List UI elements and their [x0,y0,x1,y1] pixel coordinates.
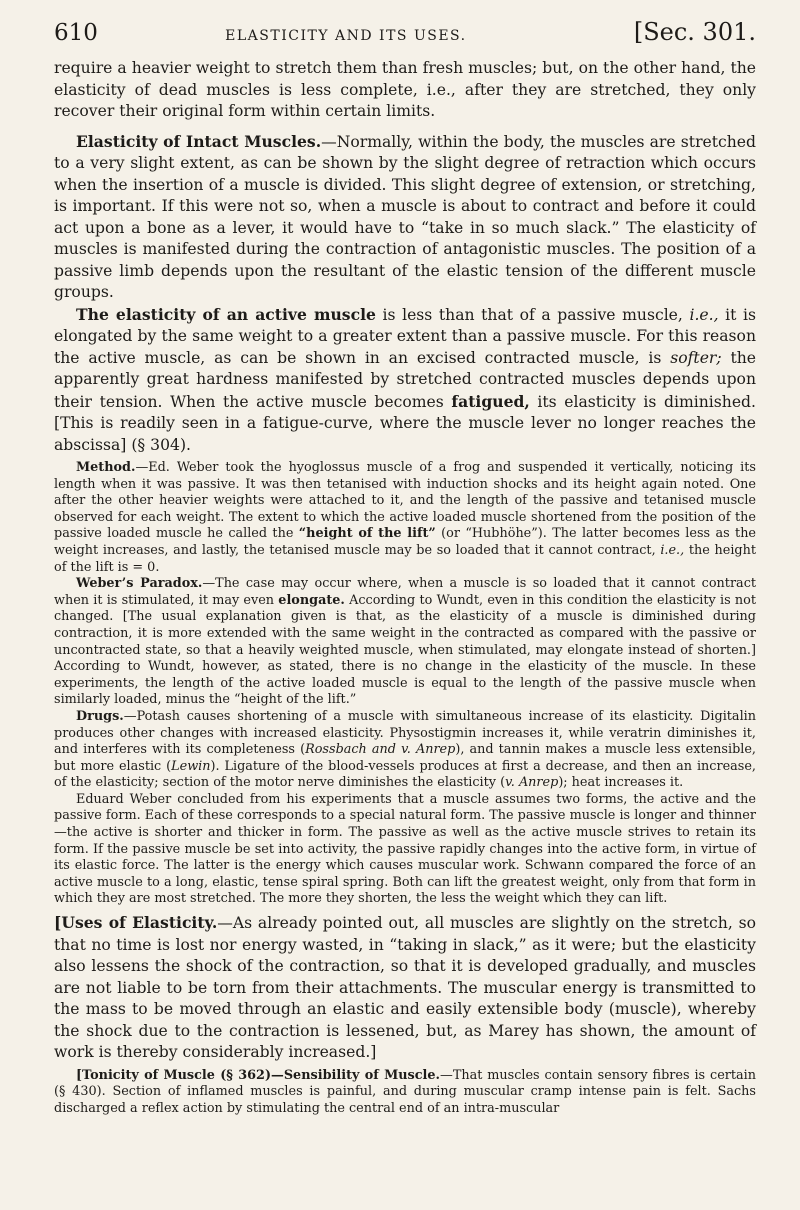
intact-muscles-paragraph [54,131,756,304]
active-lead: The elasticity of an active muscle [76,304,376,324]
paradox-paragraph [54,576,756,709]
tonicity-heading: [Tonicity of Muscle (§ 362)—Sensibility of Muscle. [76,1067,441,1083]
page-number: 610 [54,20,98,46]
active-muscle-paragraph [54,304,756,457]
method-text-2: (or “Hubhöhe”). The latter becomes less as the weight increases, and lastly, the tetanised muscle may be so loaded that it cannot contract, [54,526,757,558]
method-text-1: —Ed. Weber took the hyoglossus muscle of a frog and suspended it vertically, noticing its length when it was passive. It was then tetanised with induction shocks and its height again noted. One after the other heavier weights were attached to it, and the length of the passive and tetanised muscle observed for each weight. The extent to which the active loaded muscle shortened from the position of the passive loaded muscle he called the [54,460,756,542]
section-marker: [Sec. 301. [633,18,756,46]
drugs-paragraph [54,709,756,792]
paradox-text-1: —The case may occur where, when a muscle is so loaded that it cannot contract when it is stimulated, it may even [54,576,756,608]
running-title: ELASTICITY AND ITS USES. [225,28,467,44]
drugs-text-4: ); heat increases it. [558,775,684,791]
active-text-2: it is elongated by the same weight to a greater extent than a passive muscle. For this reason the active muscle, as can be shown in an excised contracted muscle, is [54,305,756,367]
active-ie: i.e., [689,305,719,324]
drugs-heading: Drugs. [76,708,124,724]
drugs-text-1: —Potash causes shortening of a muscle with simultaneous increase of its elasticity. Digitalin produces other changes with increased elasticity. Physostigmin increases it, while veratrin diminishes it, and interferes with its completeness ( [54,708,756,758]
method-text-3: the height of the lift is = 0. [54,542,756,575]
paradox-heading: Weber’s Paradox. [76,576,203,592]
drugs-text-2: ), and tannin makes a muscle less extensible, but more elastic ( [54,742,756,774]
tonicity-paragraph [54,1068,756,1118]
active-softer: softer; [670,348,722,367]
active-fatigued: fatigued, [451,391,530,411]
drugs-ref-3: v. Anrep [505,775,559,791]
intact-heading: Elasticity of Intact Muscles. [76,131,322,151]
uses-heading: [Uses of Elasticity. [54,913,218,933]
continuation-paragraph: require a heavier weight to stretch them than fresh muscles; but, on the other hand, the elasticity of dead muscles is less complete, i.e., after they are stretched, they only recover their original form within certain limits. [54,59,756,120]
drugs-text-3: ). Ligature of the blood-vessels produces at first a decrease, and then an increase, of the elasticity; section of the motor nerve diminishes the elasticity ( [54,758,756,791]
tonicity-text: —That muscles contain sensory fibres is certain (§ 430). Section of inflamed muscles is painful, and during muscular cramp intense pain is felt. Sachs discharged a reflex action by stimulating the central end of an intra-muscular [54,1067,756,1116]
uses-text: —As already pointed out, all muscles are slightly on the stretch, so that no time is lost nor energy wasted, in “taking in slack,” as it were; but the elasticity also lessens the shock of the contraction, so that it is developed gradually, and muscles are not liable to be torn from their attachments. The muscular energy is transmitted to the mass to be moved through an elastic and easily extensible body (muscle), whereby the shock due to the contraction is lessened, but, as Marey has shown, the amount of work is thereby considerably increased.] [54,914,756,1062]
eduard-paragraph: Eduard Weber concluded from his experiments that a muscle assumes two forms, the active and the passive form. Each of these corresponds to a special natural form. The passive muscle is longer and thinner—the active is shorter and thicker in form. The passive as well as the active muscle strives to retain its form. If the passive muscle be set into activity, the passive rapidly changes into the active form, in virtue of its elastic force. The latter is the energy which causes muscular work. Schwann compared the force of an active muscle to a long, elastic, tense spiral spring. Both can lift the greatest weight, only from that form in which they are most stretched. The more they shorten, the less the weight which they can lift. [54,791,756,907]
active-text-4: its elasticity is diminished. [This is readily seen in a fatigue-curve, where the muscle lever no longer reaches the abscissa] (§ 304). [54,392,756,454]
uses-paragraph [54,912,756,1064]
active-text-1: is less than that of a passive muscle, [375,305,690,324]
method-paragraph [54,460,756,576]
method-heading: Method. [76,460,136,475]
page-header [54,18,756,58]
paradox-text-2: According to Wundt, even in this condition the elasticity is not changed. [The usual explanation given is that, as the elasticity of a muscle is diminished during contraction, it is more extended with the same weight in the contracted as compared with the passive or uncontracted state, so that a heavily weighted muscle, when stimulated, may elongate instead of shorten.] According to Wundt, however, as stated, there is no change in the elasticity of the muscle. In these experiments, the length of the active loaded muscle is equal to the length of the passive muscle when similarly loaded, minus the “height of the lift.” [54,592,756,708]
method-ie: i.e., [660,542,685,558]
drugs-ref-1: Rossbach and v. Anrep [305,742,456,758]
method-lift: “height of the lift” [298,526,436,542]
active-text-3: the apparently great hardness manifested by stretched contracted muscles depends upon their tension. When the active muscle becomes [54,348,757,411]
drugs-ref-2: Lewin [171,758,211,774]
paradox-elongate: elongate. [278,592,345,608]
intact-text: —Normally, within the body, the muscles are stretched to a very slight extent, as can be shown by the slight degree of retraction which occurs when the insertion of a muscle is divided. This slight degree of extension, or stretching, is important. If this were not so, when a muscle is about to contract and before it could act upon a bone as a lever, it would have to “take in so much slack.” The elasticity of muscles is manifested during the contraction of antagonistic muscles. The position of a passive limb depends upon the resultant of the elastic tension of the different muscle groups. [54,132,757,301]
